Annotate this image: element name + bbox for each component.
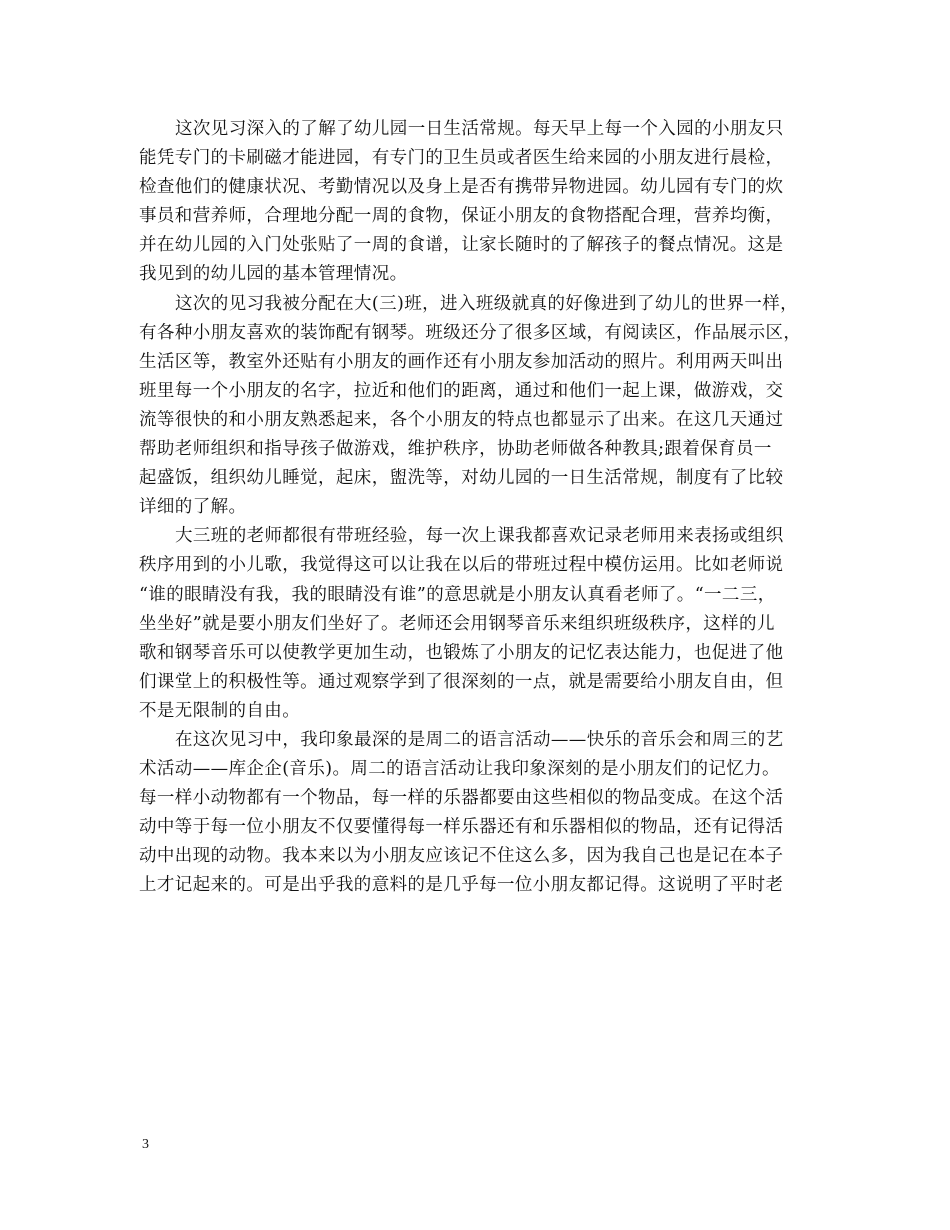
paragraph-first-line: 这次的见习我被分配在大(三)班，进入班级就真的好像进到了幼儿的世界一样，: [175, 293, 799, 314]
text-line: 帮助老师组织和指导孩子做游戏，维护秩序，协助老师做各种教具;跟着保育员一: [139, 439, 772, 460]
text-line: 秩序用到的小儿歌，我觉得这可以让我在以后的带班过程中模仿运用。比如老师说: [139, 555, 784, 576]
text-line: 每一样小动物都有一个物品，每一样的乐器都要由这些相似的物品变成。在这个活: [139, 788, 784, 809]
text-line: 能凭专门的卡刷磁才能进园，有专门的卫生员或者医生给来园的小朋友进行晨检，: [139, 148, 784, 169]
text-line: 起盛饭，组织幼儿睡觉，起床，盥洗等，对幼儿园的一日生活常规，制度有了比较: [139, 468, 784, 489]
document-body: [139, 115, 819, 901]
page-number: 3: [142, 1137, 149, 1152]
text-line: 检查他们的健康状况、考勤情况以及身上是否有携带异物进园。幼儿园有专门的炊: [139, 177, 784, 198]
paragraph-first-line: 在这次见习中，我印象最深的是周二的语言活动——快乐的音乐会和周三的艺: [175, 729, 784, 750]
text-line: 上才记起来的。可是出乎我的意料的是几乎每一位小朋友都记得。这说明了平时老: [139, 875, 784, 896]
text-line: 有各种小朋友喜欢的装饰配有钢琴。班级还分了很多区域，有阅读区，作品展示区，: [139, 322, 802, 343]
text-line: 并在幼儿园的入门处张贴了一周的食谱，让家长随时的了解孩子的餐点情况。这是: [139, 235, 784, 256]
text-line: 不是无限制的自由。: [139, 700, 301, 721]
text-line: “谁的眼睛没有我，我的眼睛没有谁”的意思就是小朋友认真看老师了。“一二三，: [139, 584, 776, 605]
text-line: 术活动——库企企(音乐)。周二的语言活动让我印象深刻的是小朋友们的记忆力。: [139, 759, 780, 780]
paragraph-first-line: 这次见习深入的了解了幼儿园一日生活常规。每天早上每一个入园的小朋友只: [175, 119, 784, 139]
text-line: 生活区等，教室外还贴有小朋友的画作还有小朋友参加活动的照片。利用两天叫出: [139, 351, 784, 372]
text-line: 流等很快的和小朋友熟悉起来，各个小朋友的特点也都显示了出来。在这几天通过: [139, 409, 784, 430]
paragraph-first-line: 大三班的老师都很有带班经验，每一次上课我都喜欢记录老师用来表扬或组织: [175, 526, 784, 547]
text-line: 我见到的幼儿园的基本管理情况。: [139, 264, 408, 285]
text-line: 详细的了解。: [139, 497, 247, 518]
text-line: 们课堂上的积极性等。通过观察学到了很深刻的一点，就是需要给小朋友自由，但: [139, 671, 784, 692]
text-line: 动中等于每一位小朋友不仅要懂得每一样乐器还有和乐器相似的物品，还有记得活: [139, 817, 784, 838]
text-line: 坐坐好”就是要小朋友们坐好了。老师还会用钢琴音乐来组织班级秩序，这样的儿: [139, 613, 775, 634]
text-line: 动中出现的动物。我本来以为小朋友应该记不住这么多，因为我自己也是记在本子: [139, 846, 784, 867]
text-line: 歌和钢琴音乐可以使教学更加生动，也锻炼了小朋友的记忆表达能力，也促进了他: [139, 642, 784, 663]
text-line: 事员和营养师，合理地分配一周的食物，保证小朋友的食物搭配合理，营养均衡，: [139, 206, 784, 227]
text-line: 班里每一个小朋友的名字，拉近和他们的距离，通过和他们一起上课，做游戏，交: [139, 380, 784, 401]
